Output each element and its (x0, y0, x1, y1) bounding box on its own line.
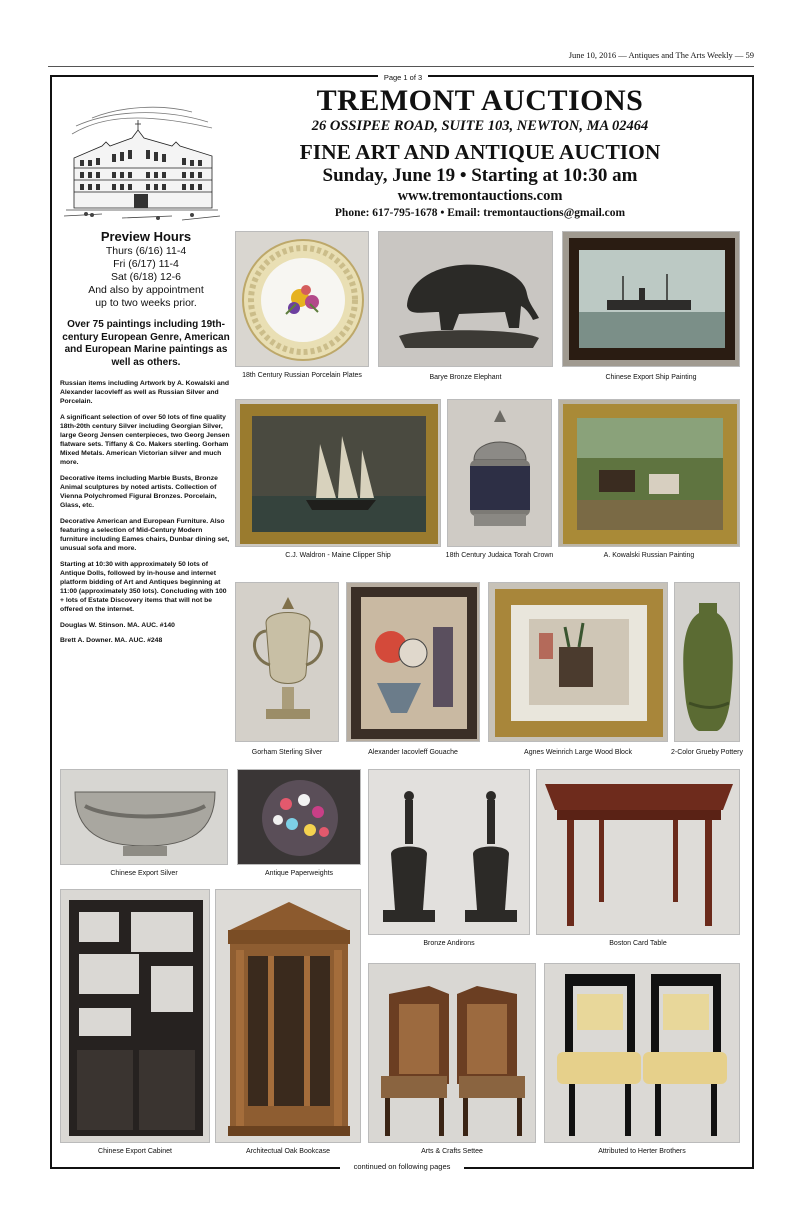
settee-photo (368, 963, 536, 1143)
lot-caption: 18th Century Judaica Torah Crown (445, 552, 554, 559)
gorham-silver-photo (235, 582, 339, 742)
clipper-ship-photo (235, 399, 441, 547)
lot-caption: Arts & Crafts Settee (421, 1148, 483, 1155)
running-header: June 10, 2016 — Antiques and The Arts Weekly — 59 (568, 50, 754, 60)
sale-date: Sunday, June 19 • Starting at 10:30 am (322, 165, 638, 186)
sidebar-paragraph: Decorative American and European Furniture. Also featuring a selection of Mid-Century Modern furniture including Eames chairs, Dunbar dining set, unusual sofa and more. (60, 518, 230, 552)
website-link[interactable]: www.tremontauctions.com (397, 188, 563, 204)
herter-chairs-photo (544, 963, 740, 1143)
iacovleff-gouache-photo (346, 582, 480, 742)
kowalski-painting-photo (558, 399, 740, 547)
sidebar (60, 229, 232, 645)
house-name: TREMONT AUCTIONS (316, 84, 644, 117)
contact-line: Phone: 617-795-1678 • Email: tremontauctions@gmail.com (334, 207, 626, 219)
lot-caption: 2-Color Grueby Pottery (671, 749, 743, 756)
preview-line: up to two weeks prior. (95, 297, 197, 309)
porcelain-plate-photo (235, 231, 369, 367)
sidebar-paragraph: Starting at 10:30 with approximately 50 lots of Antique Dolls, followed by in-house and internet platform bidding of Art and Antiques beginning at 11:00 (approximately 350 lots). Concluding with 100 + lots of Estate Discovery items that will not be offered on the internet. (60, 561, 227, 613)
preview-line: And also by appointment (88, 284, 204, 296)
sidebar-paragraph: A significant selection of over 50 lots of fine quality 18th-20th century Silver including Georgian Silver, large Georg Jensen centerpieces, two Georg Jensen flatware sets. Tiffany & Co. Makers sterling. Gorham Mixed Metals. American Victorian silver and much more. (60, 414, 230, 466)
lot-caption: Gorham Sterling Silver (251, 749, 323, 756)
auction-header (230, 84, 730, 221)
preview-title: Preview Hours (100, 229, 192, 244)
lot-caption: Antique Paperweights (264, 870, 334, 877)
sidebar-paragraph: Decorative items including Marble Busts, Bronze Animal sculptures by noted artists. Collection of Vienna Polychromed Figural Bronzes. Porcelain, Glass, etc. (60, 475, 218, 509)
header-rule (48, 66, 754, 67)
grueby-pottery-photo (674, 582, 740, 742)
preview-line: Fri (6/17) 11-4 (113, 258, 179, 270)
lot-caption: Chinese Export Ship Painting (605, 374, 697, 381)
ship-painting-photo (562, 231, 740, 367)
paperweights-photo (237, 769, 361, 865)
page-indicator: Page 1 of 3 (378, 73, 428, 82)
lot-caption: Attributed to Herter Brothers (598, 1148, 686, 1155)
lot-caption: Chinese Export Cabinet (98, 1148, 172, 1155)
continued-note: continued on following pages (340, 1162, 464, 1171)
lot-caption: Barye Bronze Elephant (429, 374, 502, 381)
card-table-photo (536, 769, 740, 935)
lot-caption: Chinese Export Silver (110, 870, 178, 877)
oak-bookcase-photo (215, 889, 361, 1143)
lot-caption: Agnes Weinrich Large Wood Block (524, 749, 632, 756)
license-line: Douglas W. Stinson. MA. AUC. #140 (60, 622, 175, 629)
paintings-lead: Over 75 paintings including 19th-century European Genre, American and European Marine paintings as well as others. (62, 319, 230, 368)
torah-crown-photo (447, 399, 552, 547)
preview-line: Thurs (6/16) 11-4 (105, 245, 187, 257)
lot-caption: 18th Century Russian Porcelain Plates (242, 372, 362, 379)
lot-caption: C.J. Waldron - Maine Clipper Ship (285, 552, 391, 559)
weinrich-woodblock-photo (488, 582, 668, 742)
building-engraving-logo (62, 98, 222, 226)
lot-caption: Alexander Iacovleff Gouache (368, 749, 458, 756)
lot-caption: Boston Card Table (609, 940, 667, 947)
lot-caption: Architectual Oak Bookcase (245, 1148, 331, 1155)
chinese-silver-bowl-photo (60, 769, 228, 865)
preview-line: Sat (6/18) 12-6 (110, 271, 182, 283)
sidebar-paragraph: Russian items including Artwork by A. Kowalski and Alexander Iacovleff as well as Russian Silver and Porcelain. (60, 380, 230, 405)
bronze-elephant-photo (378, 231, 553, 367)
chinese-cabinet-photo (60, 889, 210, 1143)
bronze-andirons-photo (368, 769, 530, 935)
lot-caption: Bronze Andirons (423, 940, 475, 947)
sale-title: FINE ART AND ANTIQUE AUCTION (299, 140, 661, 164)
house-address: 26 OSSIPEE ROAD, SUITE 103, NEWTON, MA 02464 (311, 118, 649, 134)
lot-caption: A. Kowalski Russian Painting (603, 552, 695, 559)
license-line: Brett A. Downer. MA. AUC. #248 (60, 637, 163, 644)
